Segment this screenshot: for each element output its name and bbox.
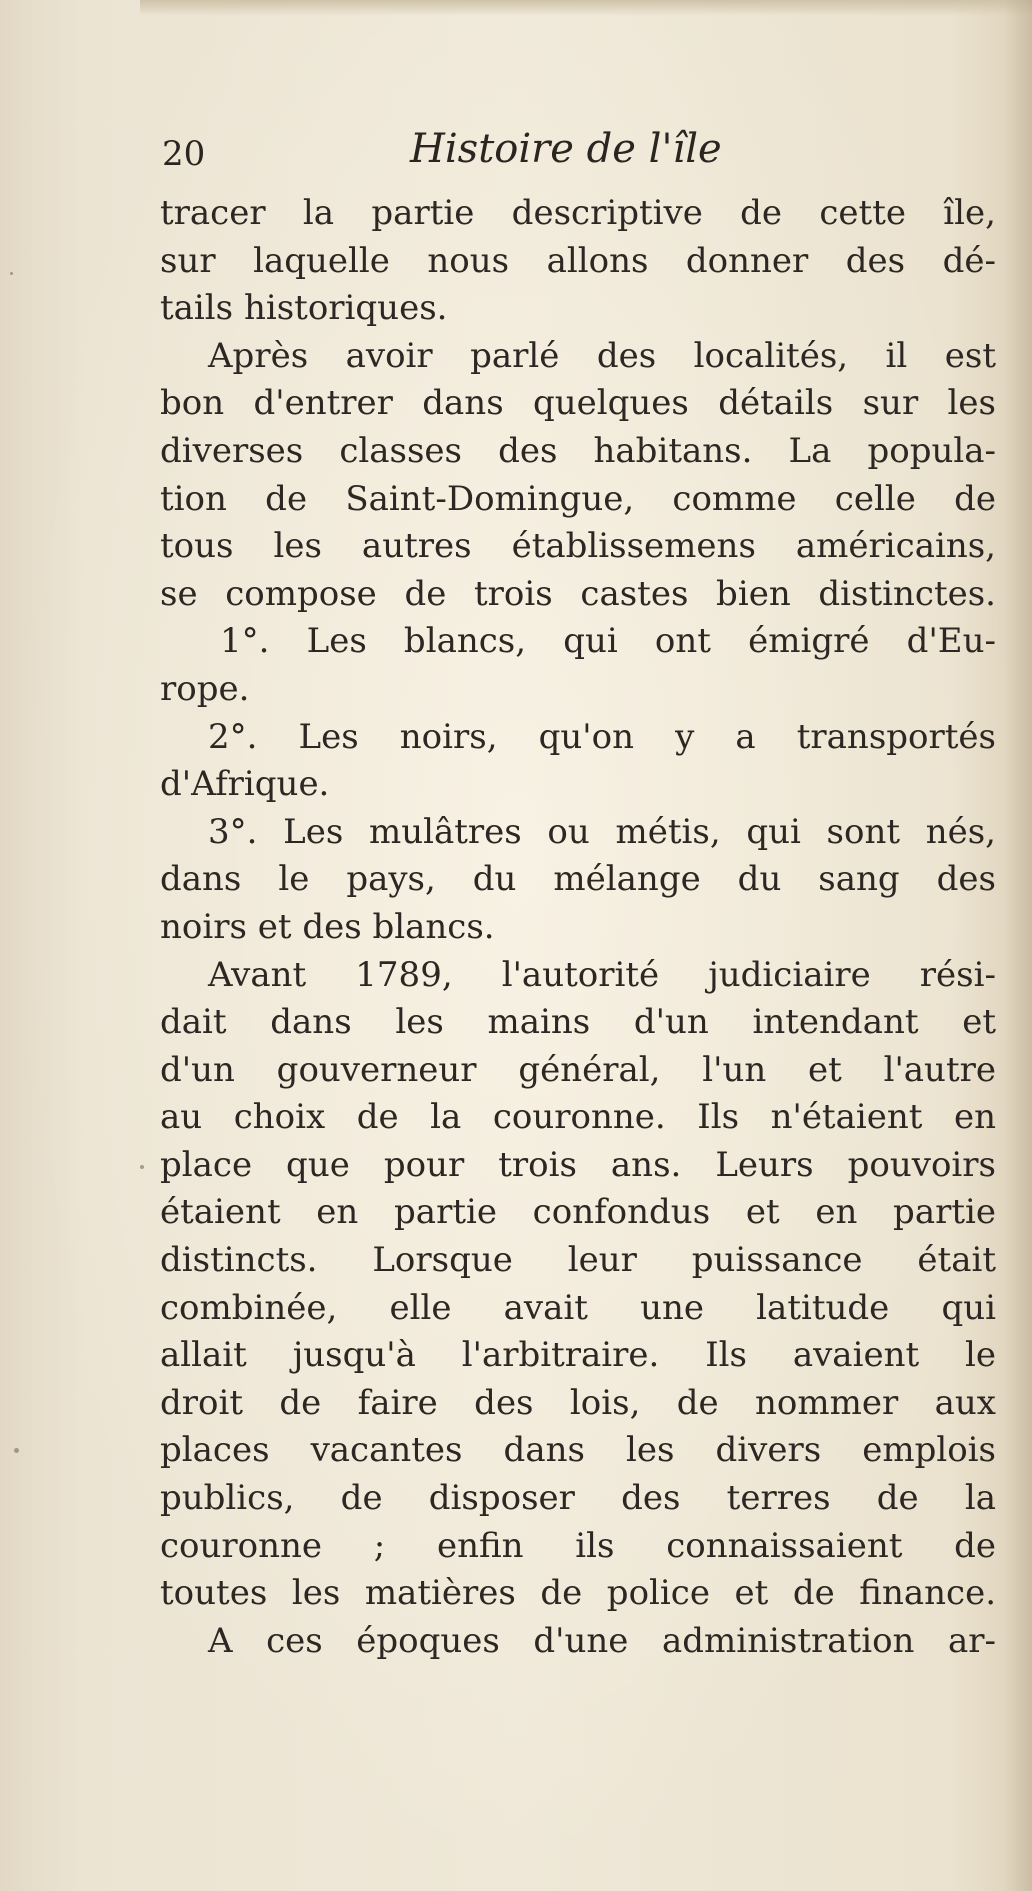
text-line: se compose de trois castes bien distinctes. [160,573,996,614]
text-line: tracer la partie descriptive de cette île, [160,193,996,233]
paper-speck [140,1165,144,1169]
text-line: 2°. Les noirs, qu'on y a transportés [208,716,996,757]
text-line: 3°. Les mulâtres ou métis, qui sont nés, [208,811,996,852]
text-line: allait jusqu'à l'arbitraire. Ils avaient le [160,1335,996,1376]
text-line: 1°. Les blancs, qui ont émigré d'Eu- [220,621,996,662]
text-line: toutes les matières de police et de finance. [160,1573,996,1614]
running-head: Histoire de l'île [410,126,722,172]
text-line: publics, de disposer des terres de la [160,1478,996,1519]
text-line: dait dans les mains d'un intendant et [160,1002,996,1043]
page-gutter-shadow [1004,0,1032,1891]
text-line: couronne ; enfin ils connaissaient de [160,1525,996,1566]
text-line: étaient en partie confondus et en partie [160,1192,996,1233]
text-line: distincts. Lorsque leur puissance était [160,1240,996,1281]
text-line: tous les autres établissemens américains, [160,526,996,567]
text-line: place que pour trois ans. Leurs pouvoirs [160,1144,996,1185]
text-line: tion de Saint-Domingue, comme celle de [160,478,996,519]
page-header [162,122,1002,182]
text-line: Avant 1789, l'autorité judiciaire rési- [208,954,996,995]
text-line: combinée, elle avait une latitude qui [160,1287,996,1328]
text-line: places vacantes dans les divers emplois [160,1430,996,1471]
paper-speck [10,272,13,275]
paper-speck [14,1448,19,1453]
text-line: dans le pays, du mélange du sang des [160,859,996,900]
text-line: diverses classes des habitans. La popula- [160,430,996,471]
text-line: noirs et des blancs. [160,906,495,947]
text-line: d'un gouverneur général, l'un et l'autre [160,1049,996,1090]
text-line: Après avoir parlé des localités, il est [208,335,996,376]
text-line: droit de faire des lois, de nommer aux [160,1382,996,1423]
text-line: tails historiques. [160,288,448,329]
text-line: A ces époques d'une administration ar- [208,1620,996,1661]
text-line: d'Afrique. [160,764,330,805]
text-line: bon d'entrer dans quelques détails sur les [160,383,996,424]
text-line: sur laquelle nous allons donner des dé- [160,240,996,281]
text-line: au choix de la couronne. Ils n'étaient en [160,1097,996,1138]
text-line: rope. [160,668,250,709]
body-text [160,190,996,1665]
page-top-shadow [140,0,1032,16]
page-number: 20 [162,134,206,174]
